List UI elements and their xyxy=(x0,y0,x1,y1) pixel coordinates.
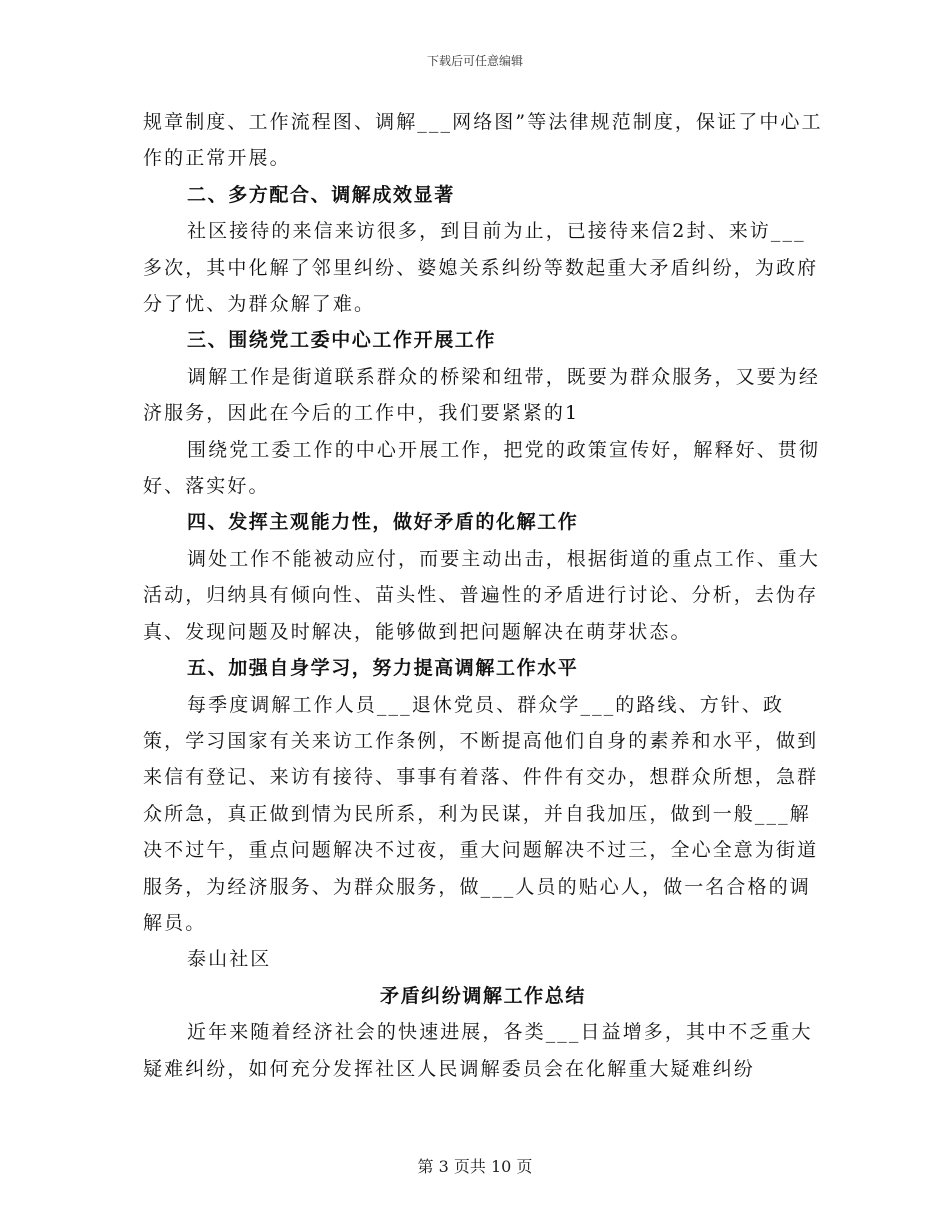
signature-line: 泰山社区 xyxy=(187,948,272,971)
paragraph: 社区接待的来信来访很多，到目前为止，已接待来信2封、来访___多次，其中化解了邻里纠纷、婆媳关系纠纷等数起重大矛盾纠纷，为政府分了忧、为群众解了难。 xyxy=(143,220,819,316)
paragraph: 规章制度、工作流程图、调解___网络图”等法律规范制度，保证了中心工作的正常开展。 xyxy=(143,111,823,170)
page-footer: 第 3 页共 10 页 xyxy=(417,1157,533,1176)
section-heading: 五、加强自身学习，努力提高调解工作水平 xyxy=(187,657,579,680)
page-header: 下载后可任意编辑 xyxy=(426,54,523,68)
paragraph: 调解工作是街道联系群众的桥梁和纽带，既要为群众服务，又要为经济服务，因此在今后的工作中，我们要紧紧的1 xyxy=(143,365,821,425)
document-body xyxy=(143,104,823,1087)
paragraph: 近年来随着经济社会的快速进展，各类___日益增多，其中不乏重大疑难纠纷，如何充分发挥社区人民调解委员会在化解重大疑难纠纷 xyxy=(143,1021,813,1080)
paragraph: 每季度调解工作人员___退休党员、群众学___的路线、方针、政策，学习国家有关来访工作条例，不断提高他们自身的素养和水平，做到来信有登记、来访有接待、事事有着落、件件有交办，想群众所想，急群众所急，真正做到情为民所系，利为民谋，并自我加压，做到一般___解决不过午，重点问题解决不过夜，重大问题解决不过三，全心全意为街道服务，为经济服务、为群众服务，做___人员的贴心人，做一名合格的调解员。 xyxy=(143,693,819,934)
section-heading: 三、围绕党工委中心工作开展工作 xyxy=(187,329,497,352)
section-heading: 二、多方配合、调解成效显著 xyxy=(187,183,455,206)
paragraph: 调处工作不能被动应付，而要主动出击，根据街道的重点工作、重大活动，归纳具有倾向性、苗头性、普遍性的矛盾进行讨论、分析，去伪存真、发现问题及时解决，能够做到把问题解决在萌芽状态。 xyxy=(143,547,821,643)
document-title: 矛盾纠纷调解工作总结 xyxy=(379,984,586,1007)
paragraph: 围绕党工委工作的中心开展工作，把党的政策宣传好，解释好、贯彻好、落实好。 xyxy=(143,438,821,498)
section-heading: 四、发挥主观能力性，做好矛盾的化解工作 xyxy=(187,511,579,534)
